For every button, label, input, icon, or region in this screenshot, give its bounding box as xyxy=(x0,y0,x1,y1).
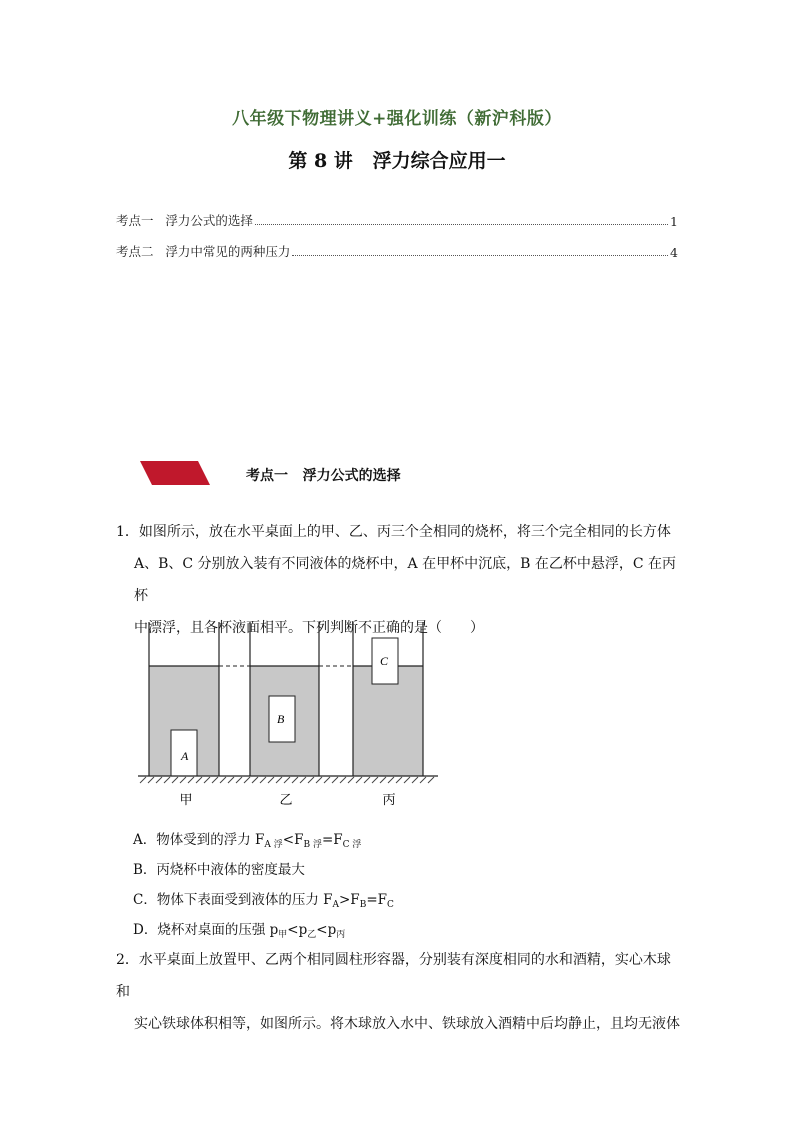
ground-hatching xyxy=(140,777,434,783)
toc-entry-label: 考点二 浮力中常见的两种压力 xyxy=(116,244,291,259)
beaker-label-jia: 甲 xyxy=(179,793,193,808)
section-heading: 考点一 浮力公式的选择 xyxy=(246,468,401,484)
question-1-number: 1． xyxy=(116,524,139,540)
toc-leader-dots xyxy=(255,224,668,225)
toc-entry-label: 考点一 浮力公式的选择 xyxy=(116,213,253,228)
question-1-line: 中漂浮，且各杯液面相平。下列判断不正确的是（ ） xyxy=(134,620,484,636)
option-b[interactable]: B．丙烧杯中液体的密度最大 xyxy=(133,862,305,878)
question-2-line: 2．水平桌面上放置甲、乙两个相同圆柱形容器，分别装有深度相同的水和酒精，实心木球和 xyxy=(116,952,671,1000)
block-b-label: B xyxy=(277,712,285,726)
block-c-label: C xyxy=(380,654,389,668)
question-1-line: 1．如图所示，放在水平桌面上的甲、乙、丙三个全相同的烧杯，将三个完全相同的长方体 xyxy=(116,524,671,540)
toc-entry[interactable] xyxy=(116,211,678,229)
question-2-line: 实心铁球体积相等，如图所示。将木球放入水中、铁球放入酒精中后均静止，且均无液体 xyxy=(134,1016,680,1032)
beaker-label-yi: 乙 xyxy=(279,793,293,808)
series-title: 八年级下物理讲义+强化训练（新沪科版） xyxy=(232,109,562,129)
lecture-title: 第 8 讲 浮力综合应用一 xyxy=(288,150,506,172)
section-banner-shape xyxy=(140,461,210,485)
option-c[interactable]: C．物体下表面受到液体的压力 $F_A>F_B=F_C$ xyxy=(133,892,394,910)
question-1-line: A、B、C 分别放入装有不同液体的烧杯中，A 在甲杯中沉底，B 在乙杯中悬浮，C 在丙杯 xyxy=(134,556,677,604)
toc-leader-dots xyxy=(292,255,668,256)
question-2-number: 2． xyxy=(116,952,139,968)
toc-entry[interactable] xyxy=(116,242,678,260)
beaker-label-bing: 丙 xyxy=(382,793,396,808)
toc-page-number: 1 xyxy=(670,214,678,229)
block-a-label: A xyxy=(181,749,189,763)
option-a[interactable]: A．物体受到的浮力 $F_{A 浮}<F_{B 浮}=F_{C 浮}$ xyxy=(133,832,362,850)
beakers-figure xyxy=(138,622,440,814)
toc-page-number: 4 xyxy=(670,245,678,260)
option-d[interactable]: D．烧杯对桌面的压强 $p_甲<p_乙<p_丙$ xyxy=(133,922,346,940)
question-2 xyxy=(116,944,682,1040)
